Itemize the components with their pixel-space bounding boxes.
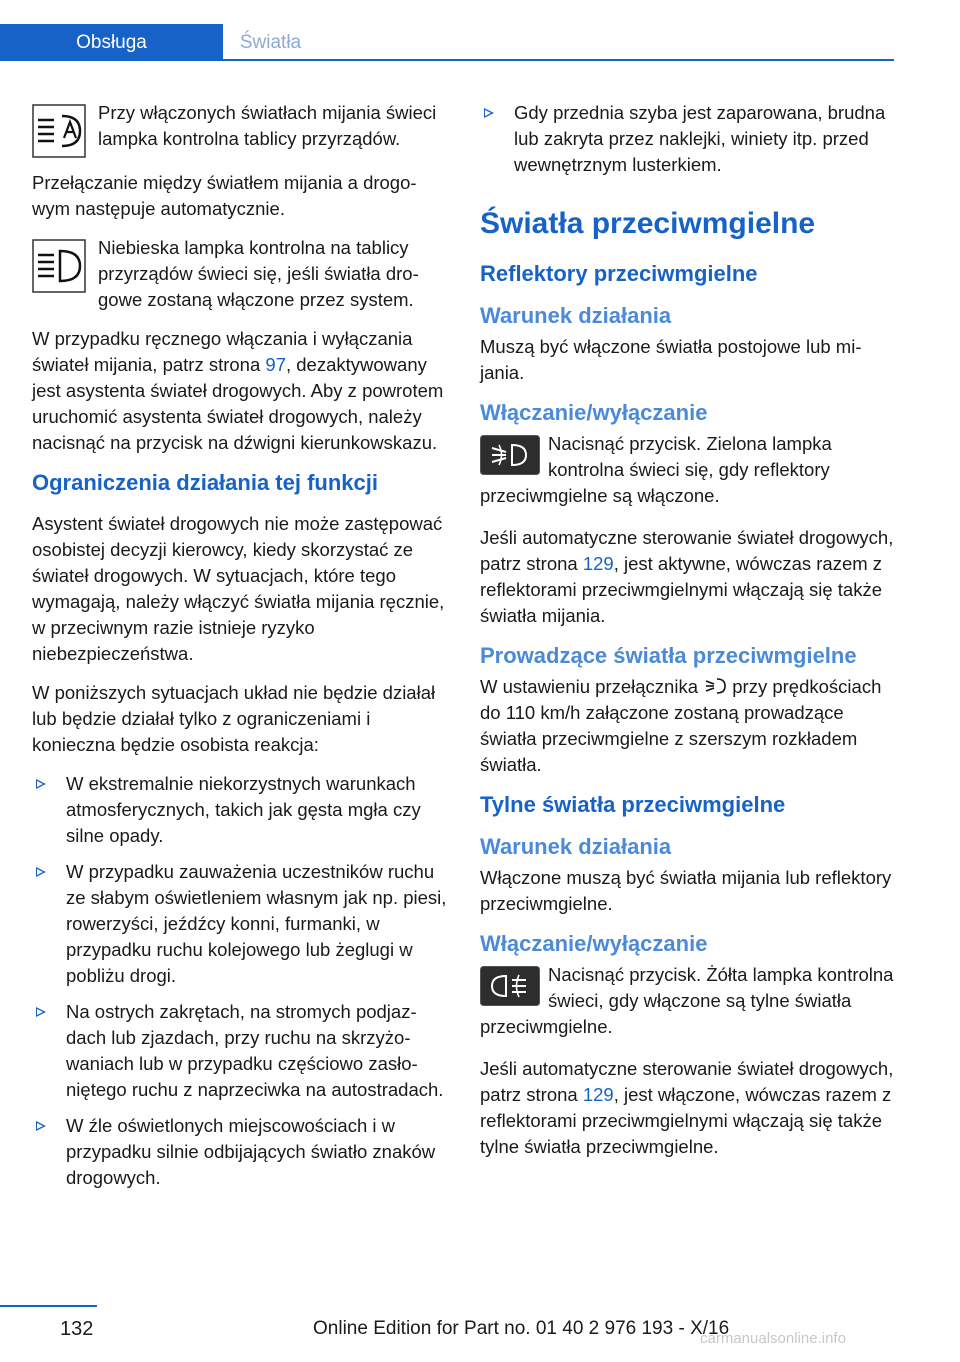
situations-list	[32, 771, 448, 1191]
indicator-auto-text: Przy włączonych światłach mijania świeci lampka kontrolna tablicy przyrządów.	[98, 102, 437, 149]
heading-fog-lights: Światła przeciwmgielne	[480, 207, 816, 240]
heading-limitations: Ograniczenia działania tej funkcji	[32, 470, 378, 495]
onoff-2-text: Nacisnąć przycisk. Żółta lampka kontrolna świeci, gdy włączone są tylne światła przeciwmgielne.	[480, 964, 894, 1037]
situations-list-continued	[480, 100, 896, 178]
auto-2-text: Jeśli automatyczne sterowanie świateł drogowych, patrz strona 129, jest włączone, wówczas razem z reflektorami przeciwmgielnymi włączają się także tylne światła przeciwmgielne.	[480, 1058, 894, 1157]
condition-2-text: Włączone muszą być światła mijania lub reflektory przeciwmgielne.	[480, 867, 892, 914]
list-item: W źle oświetlonych miejscowościach i w przypadku silnie odbijających światło znaków drogowych.	[32, 1113, 448, 1191]
footer-rule	[0, 1305, 97, 1307]
front-fog-button-icon	[480, 435, 540, 475]
list-item: W ekstremalnie niekorzystnych warunkach atmosferycznych, takich jak gęsta mgła czy silne opady.	[32, 771, 448, 849]
paragraph-situations: W poniższych sytuacjach układ nie będzie działał lub będzie działał tylko z ograniczeniami i konieczna będzie osobista reakcja:	[32, 682, 436, 755]
paragraph-manual: W przypadku ręcznego włączania i wyłączania świateł mijania, patrz strona 97, dezaktywowany jest asystenta świateł drogowych. Aby z powrotem uruchomić asystenta świateł drogowych, należy nacisnąć na przycisk na dźwigni kierunkowskazu.	[32, 328, 444, 453]
list-item: Gdy przednia szyba jest zaparowana, brudna lub zakryta przez naklejki, winiety itp. przed wewnętrznym lusterkiem.	[480, 100, 896, 178]
page-number: 132	[60, 1318, 94, 1340]
list-item: Na ostrych zakrętach, na stromych podjazdach lub zjazdach, przy ruchu na skrzyżowaniach lub w przypadku częściowo zasłoniętego ruchu z naprzeciwka na autostradach.	[32, 999, 448, 1103]
watermark: carmanualsonline.info	[700, 1330, 846, 1347]
tab-obsluga[interactable]: Obsługa	[0, 24, 223, 61]
indicator-auto-high-beam-row	[32, 100, 448, 158]
onoff-1-text: Nacisnąć przycisk. Zielona lampka kontrolna świeci się, gdy reflektory przeciwmgielne są włączone.	[480, 433, 832, 506]
heading-onoff-1: Włączanie/wyłączanie	[480, 400, 708, 425]
heading-condition-1: Warunek działania	[480, 303, 672, 328]
auto-1-text: Jeśli automatyczne sterowanie świateł drogowych, patrz strona 129, jest aktywne, wówczas razem z reflektorami przeciwmgielnymi włączają się także światła mijania.	[480, 527, 894, 626]
heading-guide-fog: Prowadzące światła przeciwmgielne	[480, 643, 857, 668]
header-tabs	[0, 24, 894, 61]
condition-1-text: Muszą być włączone światła postojowe lub mijania.	[480, 336, 862, 383]
left-column	[32, 100, 448, 1201]
indicator-high-beam-row	[32, 235, 448, 313]
heading-condition-2: Warunek działania	[480, 834, 672, 859]
guide-text: W ustawieniu przełącznika przy prędkościach do 110 km/h załączone zostaną prowadzące światła przeciwmgielne z szerszym rozkładem światła.	[480, 676, 882, 775]
auto-high-beam-indicator-icon	[32, 104, 86, 158]
fog-switch-position-icon	[703, 676, 727, 696]
tab-swiatla[interactable]: Światła	[239, 32, 302, 53]
heading-rear-fog: Tylne światła przeciwmgielne	[480, 792, 786, 817]
page-link-129-b[interactable]: 129	[582, 1084, 614, 1105]
rear-fog-button-icon	[480, 966, 540, 1006]
front-fog-button-row	[480, 431, 896, 509]
indicator-high-beam-text: Niebieska lampka kontrolna na tablicy przyrządów świeci się, jeśli światła drogowe zostaną włączone przez system.	[98, 237, 419, 310]
heading-front-fog: Reflektory przeciwmgielne	[480, 261, 758, 286]
edition-text: Online Edition for Part no. 01 40 2 976 193 - X/16	[313, 1318, 730, 1339]
rear-fog-button-row	[480, 962, 896, 1040]
list-item: W przypadku zauważenia uczestników ruchu ze słabym oświetleniem własnym jak np. piesi, rowerzyści, jeźdźcy konni, furmanki, w przypadku ruchu kolejowego lub żeglugi w pobliżu drogi.	[32, 859, 448, 989]
page-link-129[interactable]: 129	[582, 553, 614, 574]
paragraph-limitations: Asystent świateł drogowych nie może zastępować osobistej decyzji kierowcy, kiedy skorzystać ze świateł drogowych. W sytuacjach, które tego wymagają, należy włączyć światła mijania ręcznie, w przeciwnym razie istnieje ryzyko niebezpieczeństwa.	[32, 513, 445, 664]
high-beam-indicator-icon	[32, 239, 86, 293]
paragraph-switching: Przełączanie między światłem mijania a drogowym następuje automatycznie.	[32, 172, 417, 219]
heading-onoff-2: Włączanie/wyłączanie	[480, 931, 708, 956]
right-column	[480, 100, 896, 1173]
header-rule	[223, 59, 894, 61]
page-link-97[interactable]: 97	[265, 354, 286, 375]
